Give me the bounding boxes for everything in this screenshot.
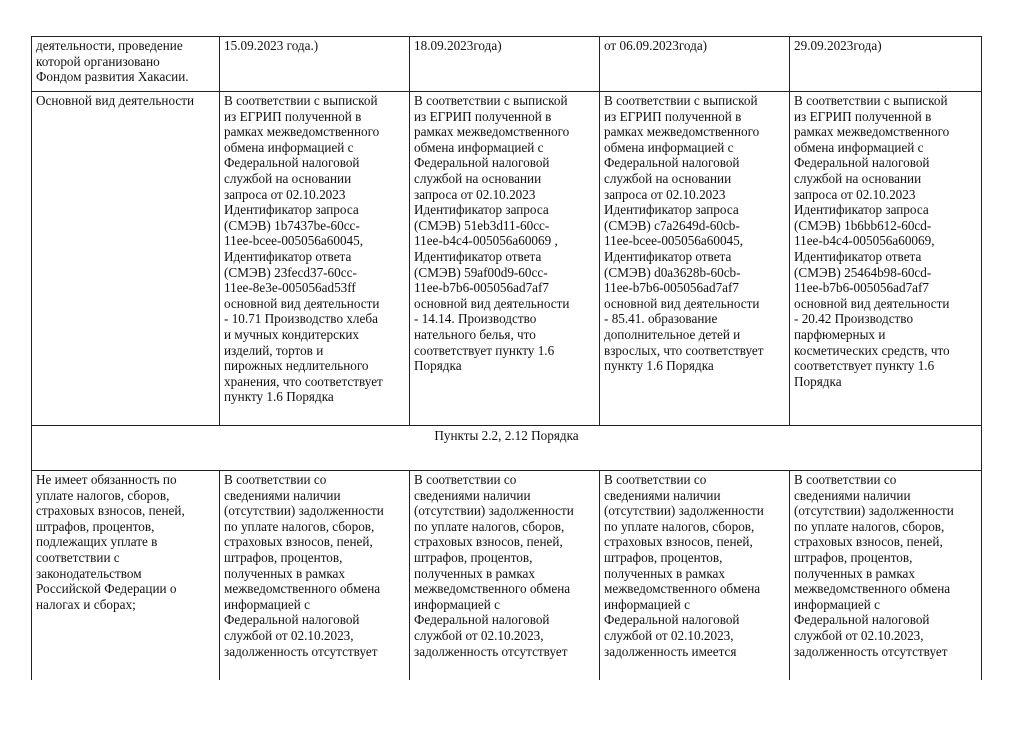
applicant-1-cell: В соответствии с выпиской из ЕГРИП полученной в рамках межведомственного обмена информацией с Федеральной налоговой службой на основании запроса от 02.10.2023 Идентификатор запроса (СМЭВ) 1b7437be-60cc- 11ee-bcee-005056a60045, Идентификатор ответа (СМЭВ) 23fecd37-60cc- 11ee-8e3e-005056ad53ff основной вид деятельности - 10.71 Производство хлеба и мучных кондитерских изделий, тортов и пирожных недлительного хранения, что соответствует пункту 1.6 Порядка	[220, 92, 410, 426]
section-row	[32, 426, 982, 471]
applicant-3-cell: В соответствии со сведениями наличии (отсутствии) задолженности по уплате налогов, сборов, страховых взносов, пеней, штрафов, процентов, полученных в рамках межведомственного обмена информацией с Федеральной налоговой службой от 02.10.2023, задолженность имеется	[600, 471, 790, 681]
applicant-2-cell: В соответствии со сведениями наличии (отсутствии) задолженности по уплате налогов, сборов, страховых взносов, пеней, штрафов, процентов, полученных в рамках межведомственного обмена информацией с Федеральной налоговой службой от 02.10.2023, задолженность отсутствует	[410, 471, 600, 681]
applicant-3-cell: В соответствии с выпиской из ЕГРИП полученной в рамках межведомственного обмена информацией с Федеральной налоговой службой на основании запроса от 02.10.2023 Идентификатор запроса (СМЭВ) c7a2649d-60cb- 11ee-bcee-005056a60045, Идентификатор ответа (СМЭВ) d0a3628b-60cb- 11ee-b7b6-005056ad7af7 основной вид деятельности - 85.41. образование дополнительное детей и взрослых, что соответствует пункту 1.6 Порядка	[600, 92, 790, 426]
applicant-2-cell: В соответствии с выпиской из ЕГРИП полученной в рамках межведомственного обмена информацией с Федеральной налоговой службой на основании запроса от 02.10.2023 Идентификатор запроса (СМЭВ) 51eb3d11-60cc- 11ee-b4c4-005056a60069 , Идентификатор ответа (СМЭВ) 59af00d9-60cc- 11ee-b7b6-005056ad7af7 основной вид деятельности - 14.14. Производство нательного белья, что соответствует пункту 1.6 Порядка	[410, 92, 600, 426]
applicant-4-cell: В соответствии с выпиской из ЕГРИП полученной в рамках межведомственного обмена информацией с Федеральной налоговой службой на основании запроса от 02.10.2023 Идентификатор запроса (СМЭВ) 1b6bb612-60cd- 11ee-b4c4-005056a60069, Идентификатор ответа (СМЭВ) 25464b98-60cd- 11ee-b7b6-005056ad7af7 основной вид деятельности - 20.42 Производство парфюмерных и косметических средств, что соответствует пункту 1.6 Порядка	[790, 92, 982, 426]
table-row	[32, 37, 982, 92]
applicant-4-cell: В соответствии со сведениями наличии (отсутствии) задолженности по уплате налогов, сборов, страховых взносов, пеней, штрафов, процентов, полученных в рамках межведомственного обмена информацией с Федеральной налоговой службой от 02.10.2023, задолженность отсутствует	[790, 471, 982, 681]
criterion-cell: Не имеет обязанность по уплате налогов, сборов, страховых взносов, пеней, штрафов, процентов, подлежащих уплате в соответствии с законодательством Российской Федерации о налогах и сборах;	[32, 471, 220, 681]
applicant-2-cell: 18.09.2023года)	[410, 37, 600, 92]
applicant-1-cell: В соответствии со сведениями наличии (отсутствии) задолженности по уплате налогов, сборов, страховых взносов, пеней, штрафов, процентов, полученных в рамках межведомственного обмена информацией с Федеральной налоговой службой от 02.10.2023, задолженность отсутствует	[220, 471, 410, 681]
table-row	[32, 471, 982, 681]
table-row	[32, 92, 982, 426]
applicant-1-cell: 15.09.2023 года.)	[220, 37, 410, 92]
applicant-3-cell: от 06.09.2023года)	[600, 37, 790, 92]
criterion-cell: Основной вид деятельности	[32, 92, 220, 426]
applicant-4-cell: 29.09.2023года)	[790, 37, 982, 92]
section-title: Пункты 2.2, 2.12 Порядка	[32, 426, 982, 471]
document-table	[31, 36, 982, 680]
criterion-cell: деятельности, проведение которой организовано Фондом развития Хакасии.	[32, 37, 220, 92]
